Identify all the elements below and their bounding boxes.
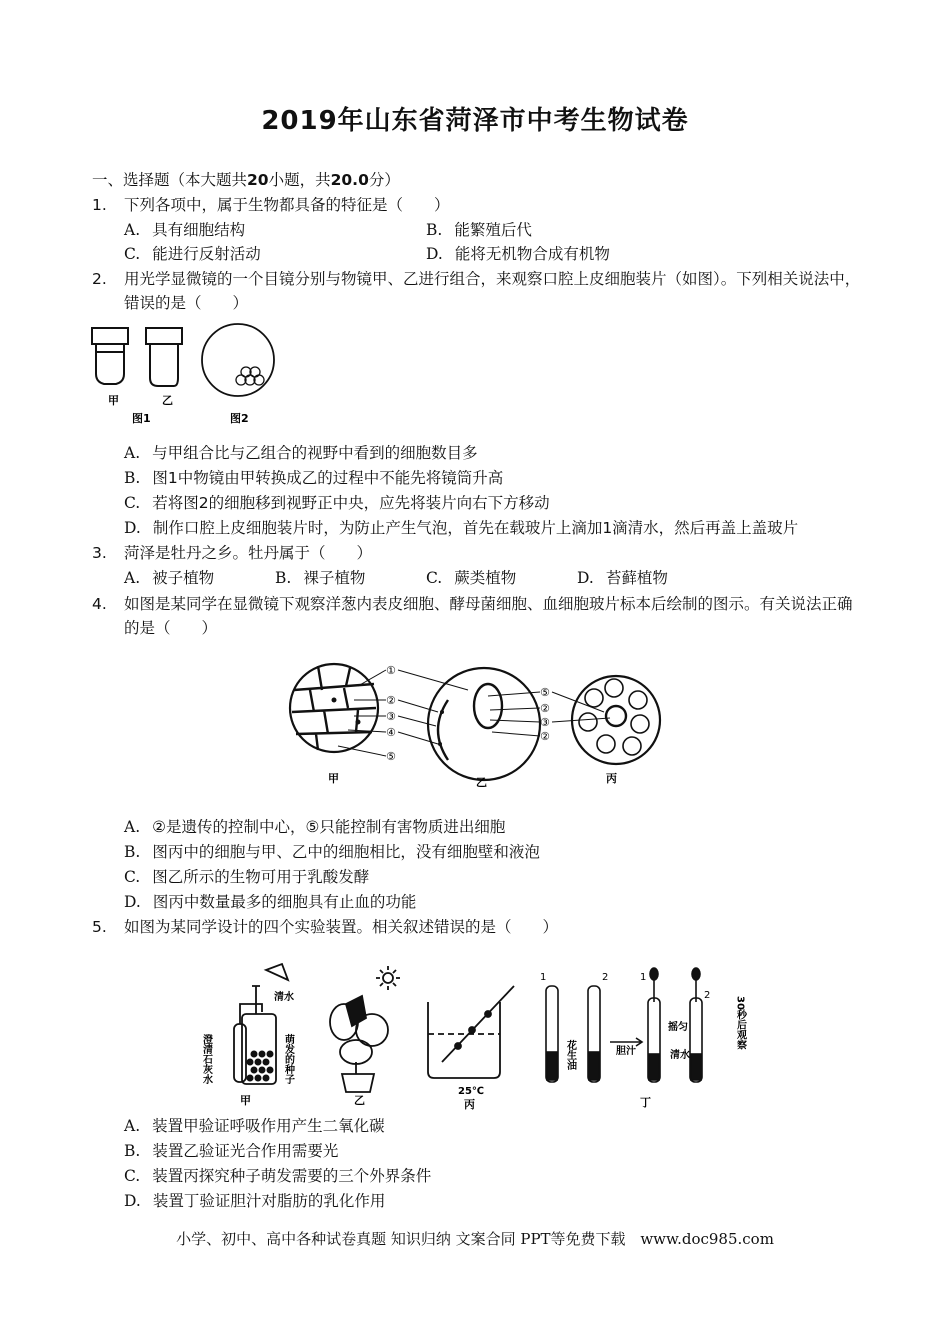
option-1a[interactable]: A. 具有细胞结构: [124, 221, 246, 239]
experiment-figure: [196, 962, 776, 1110]
option-1b[interactable]: B. 能繁殖后代: [426, 221, 532, 239]
svg-text:③: ③: [386, 710, 396, 723]
apparatus-yi: [330, 966, 400, 1092]
objective-lens-yi: [146, 328, 182, 386]
question-text: 如图是某同学在显微镜下观察洋葱内表皮细胞、酵母菌细胞、血细胞玻片标本后绘制的图示。有关说法正确的是（ ）: [124, 595, 853, 637]
tube-2: 2: [602, 972, 609, 983]
option-3b[interactable]: B. 裸子植物: [275, 569, 366, 587]
option-2a[interactable]: A. 与甲组合比与乙组合的视野中看到的细胞数目多: [124, 444, 478, 462]
label-yi: 乙: [354, 1094, 365, 1107]
option-4a[interactable]: A. ②是遗传的控制中心，⑤只能控制有害物质进出细胞: [124, 818, 506, 836]
label-observe: 30秒后观察: [734, 996, 746, 1050]
question-number: 3.: [92, 544, 107, 562]
option-4d[interactable]: D. 图丙中数量最多的细胞具有止血的功能: [124, 893, 417, 911]
tube-1: 1: [540, 972, 547, 983]
question-number: 2.: [92, 270, 107, 288]
apparatus-jia: [234, 964, 288, 1084]
question-number: 1.: [92, 196, 107, 214]
option-1c[interactable]: C. 能进行反射活动: [124, 245, 261, 263]
label-bing: 丙: [606, 772, 617, 785]
option-4c[interactable]: C. 图乙所示的生物可用于乳酸发酵: [124, 868, 370, 886]
label-bing: 丙: [464, 1098, 475, 1110]
svg-text:③: ③: [540, 716, 550, 729]
onion-cell-view: [290, 664, 378, 752]
label-yi: 乙: [162, 394, 173, 407]
microscope-figure: [86, 322, 286, 430]
option-2d[interactable]: D. 制作口腔上皮细胞装片时，为防止产生气泡，首先在载玻片上滴加1滴清水，然后再盖上盖玻片: [124, 519, 799, 537]
option-5b[interactable]: B. 装置乙验证光合作用需要光: [124, 1142, 339, 1160]
label-fig1: 图1: [132, 412, 151, 425]
option-2b[interactable]: B. 图1中物镜由甲转换成乙的过程中不能先将镜筒升高: [124, 469, 504, 487]
option-3d[interactable]: D. 苔藓植物: [577, 569, 668, 587]
svg-text:②: ②: [540, 702, 550, 715]
label-seeds: 萌发的种子: [282, 1034, 294, 1084]
right-number-labels: [540, 686, 550, 743]
field-of-view: [202, 324, 274, 396]
label-temp: 25℃: [458, 1086, 485, 1097]
question-text: 用光学显微镜的一个目镜分别与物镜甲、乙进行组合，来观察口腔上皮细胞装片（如图）。下列相关说法中，错误的是（ ）: [124, 270, 861, 312]
question-text: 如图为某同学设计的四个实验装置。相关叙述错误的是（ ）: [124, 918, 559, 936]
question-number: 4.: [92, 595, 107, 613]
label-fig2: 图2: [230, 412, 249, 425]
option-1d[interactable]: D. 能将无机物合成有机物: [426, 245, 610, 263]
question-text: 菏泽是牡丹之乡。牡丹属于（ ）: [124, 544, 373, 562]
svg-text:②: ②: [540, 730, 550, 743]
svg-text:①: ①: [386, 664, 396, 677]
label-jia: 甲: [240, 1094, 251, 1107]
question-number: 5.: [92, 918, 107, 936]
option-5c[interactable]: C. 装置丙探究种子萌发需要的三个外界条件: [124, 1167, 432, 1185]
svg-text:⑤: ⑤: [540, 686, 550, 699]
question-text: 下列各项中，属于生物都具备的特征是（ ）: [124, 196, 450, 214]
option-3a[interactable]: A. 被子植物: [124, 569, 215, 587]
cells-figure: [288, 660, 668, 790]
footer-link[interactable]: www.doc985.com: [640, 1230, 774, 1248]
label-oil: 花生油: [564, 1040, 576, 1070]
label-water2: 清水: [670, 1050, 690, 1061]
option-2c[interactable]: C. 若将图2的细胞移到视野正中央，应先将装片向右下方移动: [124, 494, 550, 512]
objective-lens-jia: [92, 328, 128, 384]
page-footer: [0, 1228, 950, 1249]
tube-1b: 1: [640, 972, 647, 983]
label-shake: 摇匀: [668, 1022, 688, 1033]
label-lime-water: 澄清石灰水: [200, 1034, 212, 1084]
option-5a[interactable]: A. 装置甲验证呼吸作用产生二氧化碳: [124, 1117, 385, 1135]
label-jia: 甲: [108, 394, 119, 407]
left-number-labels: [386, 664, 396, 763]
label-bile: 胆汁: [616, 1046, 636, 1057]
svg-text:④: ④: [386, 726, 396, 739]
page-title: 2019年山东省菏泽市中考生物试卷: [261, 106, 689, 136]
label-jia: 甲: [328, 772, 339, 785]
svg-text:⑤: ⑤: [386, 750, 396, 763]
cheek-cells: [236, 367, 264, 385]
option-4b[interactable]: B. 图丙中的细胞与甲、乙中的细胞相比，没有细胞壁和液泡: [124, 843, 540, 861]
section-heading: 一、选择题（本大题共20小题，共20.0分）: [92, 171, 400, 189]
option-3c[interactable]: C. 蕨类植物: [426, 569, 517, 587]
svg-text:②: ②: [386, 694, 396, 707]
footer-text: 小学、初中、高中各种试卷真题 知识归纳 文案合同 PPT等免费下载: [176, 1230, 626, 1248]
label-water: 清水: [274, 992, 294, 1003]
tube-2b: 2: [704, 990, 711, 1001]
apparatus-bing: [428, 986, 514, 1078]
option-5d[interactable]: D. 装置丁验证胆汁对脂肪的乳化作用: [124, 1192, 386, 1210]
yeast-cell-view: [428, 668, 540, 780]
label-ding: 丁: [640, 1096, 651, 1109]
label-yi: 乙: [476, 776, 487, 789]
